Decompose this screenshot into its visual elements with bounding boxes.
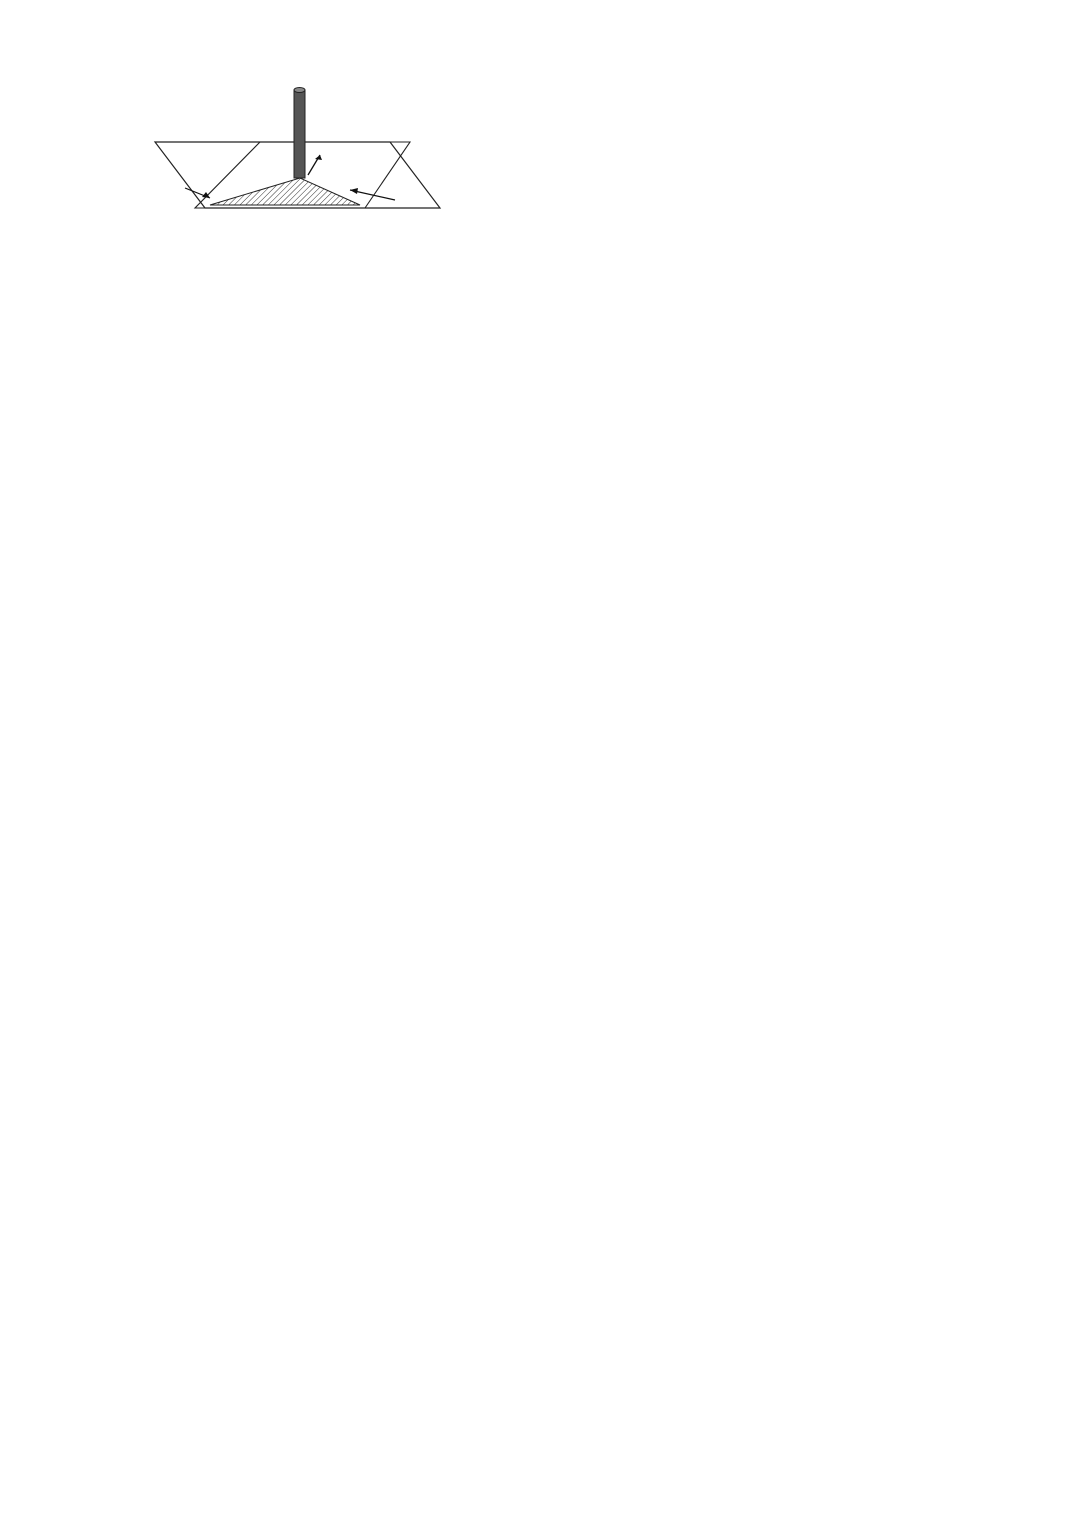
angle-line-chart [490, 28, 770, 246]
pole [294, 90, 305, 178]
shadow-triangle [210, 178, 360, 205]
pole-shadow-figure [110, 80, 480, 245]
